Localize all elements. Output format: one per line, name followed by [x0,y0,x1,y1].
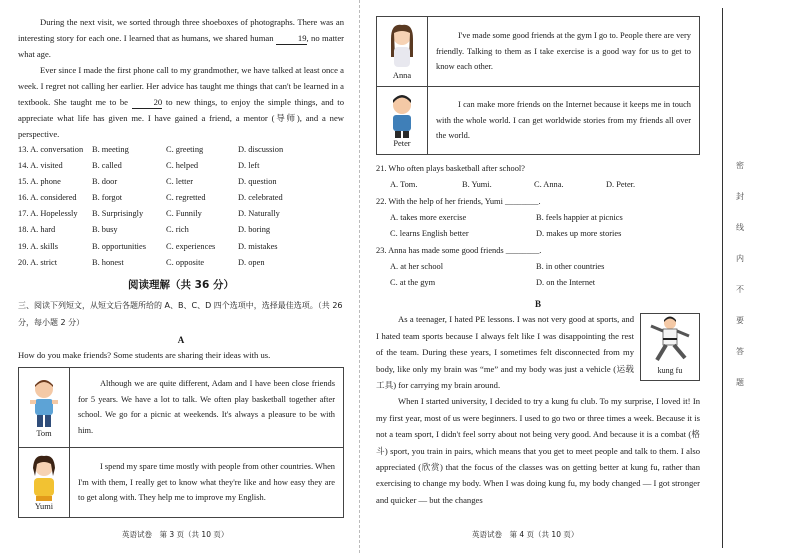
option-choice: D. open [238,257,265,267]
option-choice: A. takes more exercise [390,213,467,223]
cloze-option-row [18,222,344,238]
option-choice: D. question [238,177,277,187]
page-footer: 英语试卷 第 3 页（共 10 页） [122,530,229,539]
people-table-left [18,367,344,518]
section-title: 阅读理解（共 36 分） [128,278,234,291]
section-instruction: 三、阅读下列短文，从短文后各题所给的 A、B、C、D 四个选项中，选择最佳选项。（共 26 分，每小题 2 分） [18,300,343,327]
boy-icon [26,377,62,429]
person-text: I spend my spare time mostly with people from other countries. When I'm with them, I really get to know what they're like and how easy they are to get along with. They help me to improve my English. [70,447,344,517]
binding-char: 题 [736,378,744,387]
option-choice: C. regretted [166,193,206,203]
option-choice: 15. A. phone [18,177,61,187]
person-text: Although we are quite different, Adam and I have been close friends for 5 years. We have a lot to talk. We often play basketball together after school. We go for a picnic at weekends. It's always a pleasure to be with him. [70,367,344,447]
girl-icon [26,454,62,502]
passage-a-letter: A [177,334,185,345]
option-choice: 17. A. Hopelessly [18,209,78,219]
option-choice: B. Surprisingly [92,209,144,219]
option-choice: C. letter [166,177,193,187]
option-choice: B. opportunities [92,241,146,251]
paragraph-text: , no matter what age. [18,33,344,59]
option-choice: C. Anna. [534,180,564,190]
people-table-right [376,16,700,155]
passage-paragraph [18,62,344,142]
person-name: Anna [392,71,412,80]
option-choice: 20. A. strict [18,257,58,267]
option-choice: A. at her school [390,261,444,271]
binding-char: 要 [736,316,744,325]
cloze-option-row [18,255,344,271]
blank-19: 19 [276,32,307,45]
option-choice: D. Peter. [606,180,636,190]
option-choice: 16. A. considered [18,193,77,203]
binding-line [722,8,723,548]
person-text: I've made some good friends at the gym I go to. People there are very friendly. Talking to them as I take exercise is a good way for us to get to know each other. [428,17,700,87]
paragraph-text: During the next visit, we sorted through three shoeboxes of photographs. There was an interesting story for each one. I learned that as humans, we shared human [18,17,344,43]
paragraph-text: to new things, to enjoy the simple things, and to appreciate what life has given me. I have gained a friend, a mentor (导师), and a new perspective. [18,97,344,139]
option-choice: D. mistakes [238,241,278,251]
option-choice: 14. A. visited [18,161,63,171]
option-choice: B. in other countries [536,261,605,271]
option-choice: B. meeting [92,145,129,154]
passage-paragraph [18,14,344,62]
cloze-options [18,142,344,271]
person-cell [19,367,70,447]
question-21-options [376,177,700,194]
person-name: Yumi [34,501,54,511]
passage-paragraph: When I started university, I decided to try a kung fu club. To my surprise, I loved it! In my first year, most of us were beginners. I used to go two or three times a week. Because it is not a team sport, I didn't feel sorry about not being very good. And because it is a combat (格斗) sport, you train in pairs, which means that you get to meet people and talk to them. I also appreciated (欣赏) that the focus of the classes was on getting better at kung fu, rather than exercising to change my body. When I was doing kung fu, my body changed — I got stronger and quicker — but the changes [376,396,700,505]
binding-char: 封 [736,192,744,201]
passage-b-letter: B [534,299,541,310]
option-choice: B. busy [92,225,118,235]
cloze-option-row [18,239,344,255]
option-choice: D. on the Internet [536,278,596,288]
question-22-options [376,210,700,242]
cloze-option-row [18,142,344,158]
option-choice: 13. A. conversation [18,145,84,154]
paragraph-text: Ever since I made the first phone call to my grandmother, we have talked at least once a week. I regret not calling her earlier. Her advice has taught me things that can't be learned in a textbook. She taught me to be [18,65,344,107]
page-divider [359,0,360,553]
question-22: 22. With the help of her friends, Yumi ________. [376,196,541,206]
option-choice: C. experiences [166,241,216,251]
option-choice: C. rich [166,225,189,235]
page-footer: 英语试卷 第 4 页（共 10 页） [472,530,579,539]
binding-char: 线 [736,223,744,232]
option-choice: B. Yumi. [462,180,492,190]
option-choice: B. honest [92,257,124,267]
option-choice: D. Naturally [238,209,280,219]
option-choice: C. at the gym [390,278,436,288]
person-text: I can make more friends on the Internet because it keeps me in touch with the whole world. I can get worldwide stories from my friends all over the world. [428,87,700,155]
option-choice: D. boring [238,225,271,235]
right-page [376,0,700,553]
option-choice: 18. A. hard [18,225,56,235]
kung-fu-figure-icon [647,314,693,364]
person-cell [377,87,428,155]
option-choice: B. door [92,177,118,187]
binding-char: 答 [736,347,744,356]
option-choice: B. feels happier at picnics [536,213,623,223]
option-choice: C. learns English better [390,229,469,239]
option-choice: A. Tom. [390,180,418,190]
cloze-option-row [18,174,344,190]
option-choice: 19. A. skills [18,241,59,251]
binding-char: 不 [736,285,744,294]
left-page [18,0,344,553]
cloze-option-row [18,190,344,206]
person-cell [377,17,428,87]
binding-char: 密 [736,161,744,170]
question-23-options [376,259,700,291]
option-choice: B. forgot [92,193,123,203]
kung-fu-image [640,313,700,381]
person-cell [19,447,70,517]
cloze-option-row [18,158,344,174]
option-choice: D. left [238,161,260,171]
option-choice: B. called [92,161,122,171]
person-name: Tom [36,428,52,438]
question-21: 21. Who often plays basketball after school? [376,164,525,173]
girl-icon [385,23,419,71]
option-choice: C. Funnily [166,209,202,219]
blank-20: 20 [132,96,163,109]
person-name: Peter [393,139,411,148]
question-23: 23. Anna has made some good friends ________. [376,245,542,255]
image-caption: kung fu [657,366,683,376]
cloze-option-row [18,206,344,222]
option-choice: D. discussion [238,145,284,154]
passage-a-intro: How do you make friends? Some students are sharing their ideas with us. [18,349,271,360]
option-choice: D. makes up more stories [536,229,622,239]
boy-icon [385,93,419,139]
option-choice: C. opposite [166,257,205,267]
binding-char: 内 [736,254,744,263]
option-choice: C. greeting [166,145,204,154]
option-choice: D. celebrated [238,193,283,203]
passage-paragraph: As a teenager, I hated PE lessons. I was not very good at sports, and I hated team sports because I always felt like I was disappointing the rest of the team. During these years, I sometimes felt disconnected from my body, like only my brain was “me” and my body was just a vehicle (运载工具) for carrying my brain around. [376,314,634,390]
option-choice: C. helped [166,161,199,171]
binding-warning [734,160,746,408]
